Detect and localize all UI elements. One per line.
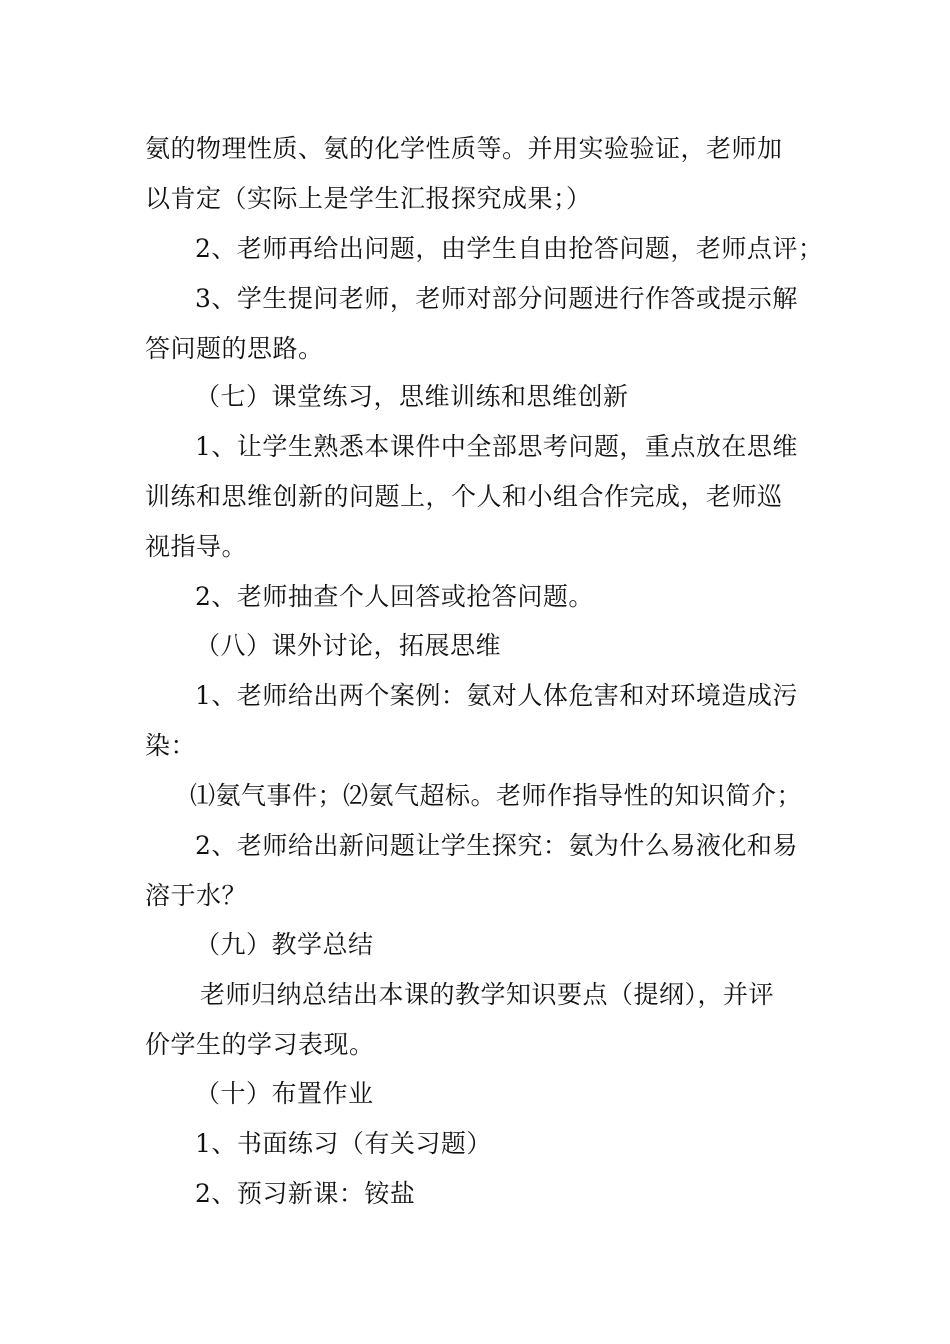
section-heading: （十）布置作业 (195, 1079, 374, 1108)
text-line: 视指导。 (145, 532, 248, 561)
text-line: 答问题的思路。 (145, 334, 324, 363)
section-heading: （八）课外讨论，拓展思维 (195, 631, 502, 660)
text-line: 2、老师再给出问题，由学生自由抢答问题，老师点评； (195, 234, 824, 263)
text-line: 溶于水？ (145, 881, 248, 910)
text-line: 3、学生提问老师，老师对部分问题进行作答或提示解 (195, 284, 798, 313)
text-line: 2、老师给出新问题让学生探究：氨为什么易液化和易 (195, 831, 798, 860)
section-heading: （九）教学总结 (195, 930, 374, 959)
text-line: 价学生的学习表现。 (145, 1030, 375, 1059)
text-line: 1、让学生熟悉本课件中全部思考问题，重点放在思维 (195, 432, 798, 461)
text-line: 以肯定（实际上是学生汇报探究成果；） (145, 184, 592, 213)
text-line: 训练和思维创新的问题上，个人和小组合作完成，老师巡 (145, 482, 783, 511)
text-line: 1、书面练习（有关习题） (195, 1129, 492, 1158)
text-line: 老师归纳总结出本课的教学知识要点（提纲），并评 (200, 980, 775, 1009)
text-line: 2、预习新课：铵盐 (195, 1179, 416, 1208)
text-line: 1、老师给出两个案例：氨对人体危害和对环境造成污 (195, 681, 798, 710)
text-line: 2、老师抽查个人回答或抢答问题。 (195, 582, 594, 611)
text-line: 染： (145, 731, 197, 760)
text-line: ⑴氨气事件；⑵氨气超标。老师作指导性的知识简介； (190, 781, 803, 810)
section-heading: （七）课堂练习，思维训练和思维创新 (195, 382, 629, 411)
text-line: 氨的物理性质、氨的化学性质等。并用实验验证，老师加 (145, 134, 783, 163)
